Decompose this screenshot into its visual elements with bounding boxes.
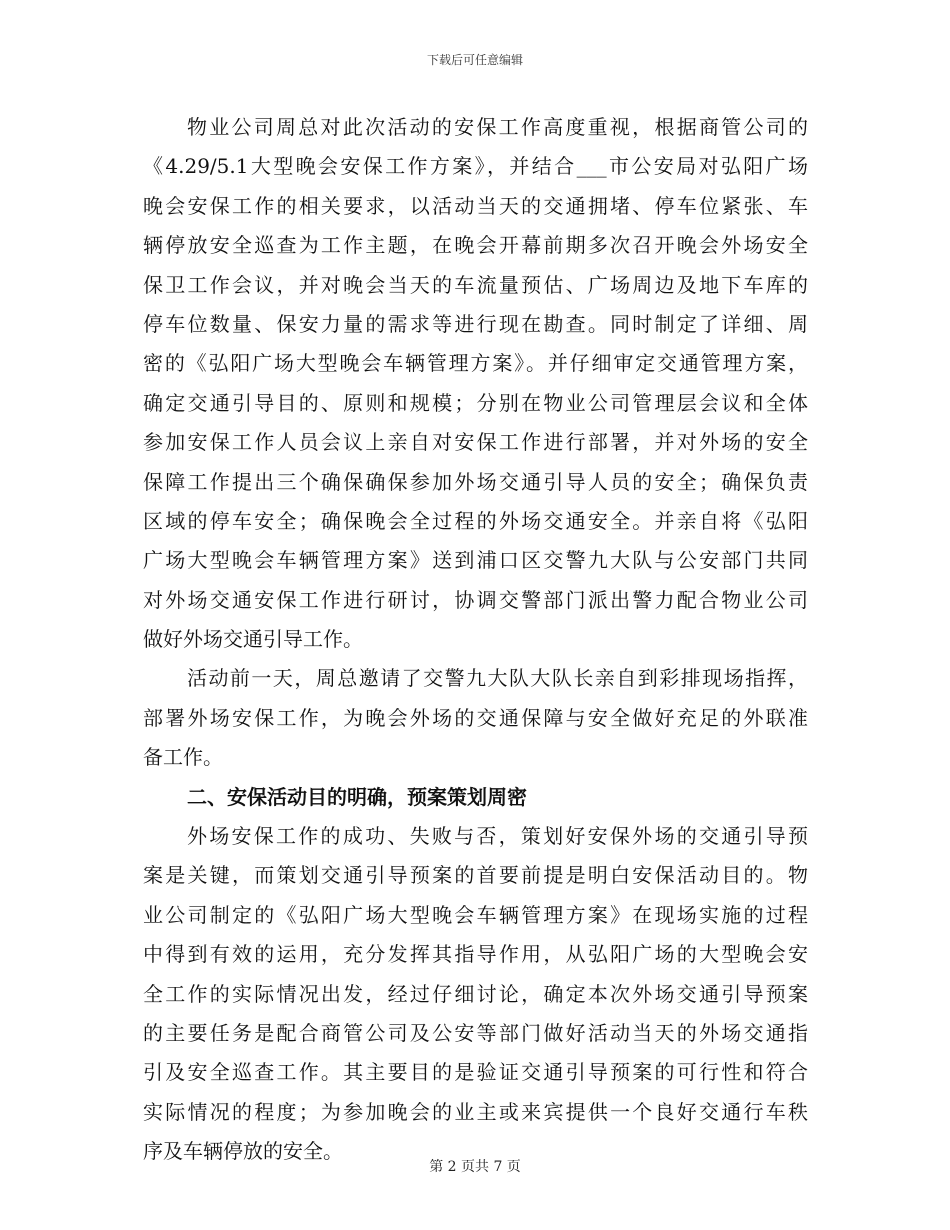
text-line: 辆停放安全巡查为工作主题，在晚会开幕前期多次召开晚会外场安全: [143, 233, 808, 258]
text-line: 晚会安保工作的相关要求，以活动当天的交通拥堵、停车位紧张、车: [143, 193, 808, 218]
text-line: 对外场交通安保工作进行研讨，协调交警部门派出警力配合物业公司: [143, 587, 808, 612]
text-line: 备工作。: [143, 745, 223, 770]
text-line: 活动前一天，周总邀请了交警九大队大队长亲自到彩排现场指挥，: [187, 666, 808, 691]
paragraph-2: [143, 659, 808, 777]
text-line: 序及车辆停放的安全。: [143, 1139, 343, 1164]
text-line: 保障工作提出三个确保确保参加外场交通引导人员的安全；确保负责: [143, 469, 808, 494]
text-line: 案是关键，而策划交通引导预案的首要前提是明白安保活动目的。物: [143, 863, 808, 888]
text-line: 部署外场安保工作，为晚会外场的交通保障与安全做好充足的外联准: [143, 705, 808, 730]
text-line: 全工作的实际情况出发，经过仔细讨论，确定本次外场交通引导预案: [143, 981, 808, 1006]
section-heading: 二、安保活动目的明确，预案策划周密: [187, 784, 527, 809]
paragraph-3: [143, 817, 808, 1172]
text-line: 区域的停车安全；确保晚会全过程的外场交通安全。并亲自将《弘阳: [143, 508, 808, 533]
paragraph-1: [143, 108, 808, 659]
text-line: 引及安全巡查工作。其主要目的是验证交通引导预案的可行性和符合: [143, 1060, 808, 1085]
text-line: 业公司制定的《弘阳广场大型晚会车辆管理方案》在现场实施的过程: [143, 902, 808, 927]
text-line: 保卫工作会议，并对晚会当天的车流量预估、广场周边及地下车库的: [143, 272, 808, 297]
document-body: [143, 108, 808, 1172]
text-line: 参加安保工作人员会议上亲自对安保工作进行部署，并对外场的安全: [143, 430, 808, 455]
text-line: 密的《弘阳广场大型晚会车辆管理方案》。并仔细审定交通管理方案，: [143, 351, 808, 376]
text-line: 外场安保工作的成功、失败与否，策划好安保外场的交通引导预: [187, 824, 808, 849]
page-header: 下载后可任意编辑: [426, 53, 523, 67]
text-line: 做好外场交通引导工作。: [143, 627, 363, 652]
text-line: 实际情况的程度；为参加晚会的业主或来宾提供一个良好交通行车秩: [143, 1099, 808, 1124]
text-line: 停车位数量、保安力量的需求等进行现在勘查。同时制定了详细、周: [143, 311, 808, 336]
text-line: 中得到有效的运用，充分发挥其指导作用，从弘阳广场的大型晚会安: [143, 942, 808, 967]
text-line: 的主要任务是配合商管公司及公安等部门做好活动当天的外场交通指: [143, 1020, 808, 1045]
text-line: 物业公司周总对此次活动的安保工作高度重视，根据商管公司的: [187, 115, 808, 139]
text-line: 确定交通引导目的、原则和规模；分别在物业公司管理层会议和全体: [143, 390, 808, 415]
text-line: 《4.29/5.1大型晚会安保工作方案》，并结合___市公安局对弘阳广场: [143, 154, 808, 179]
text-line: 广场大型晚会车辆管理方案》送到浦口区交警九大队与公安部门共同: [143, 548, 808, 573]
page-footer: 第 2 页共 7 页: [429, 1159, 521, 1175]
